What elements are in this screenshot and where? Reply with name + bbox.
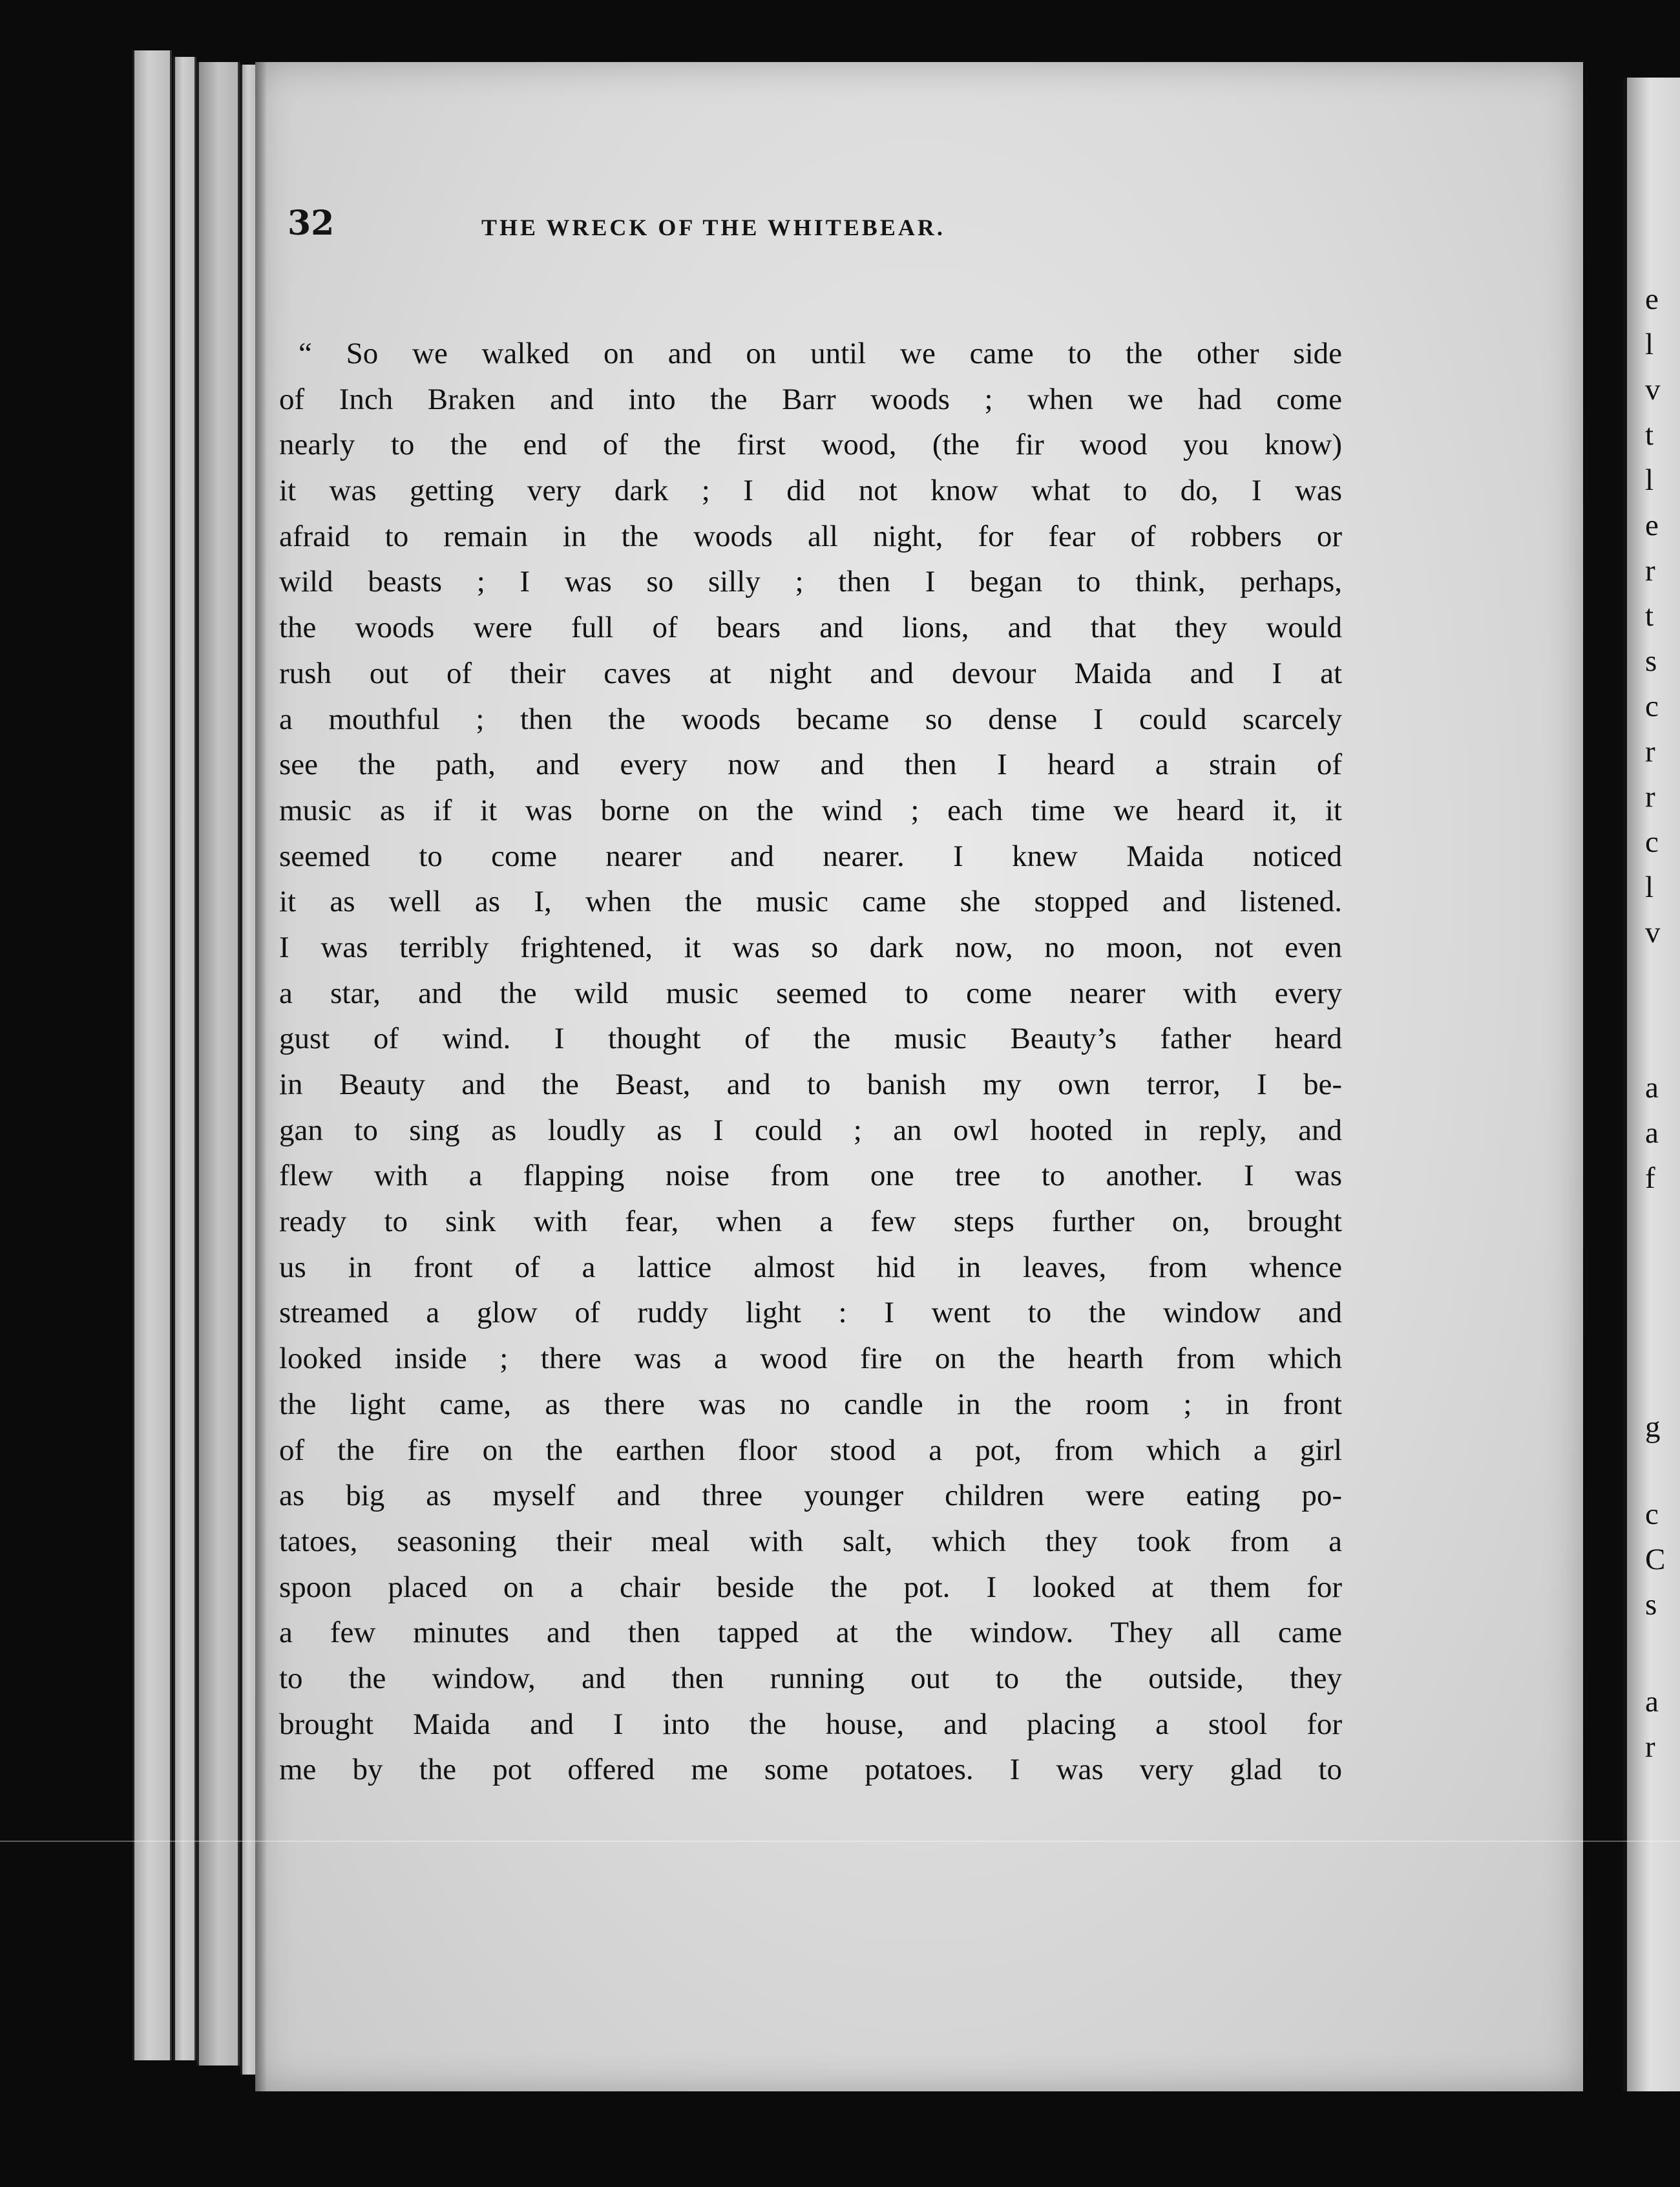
running-head: THE WRECK OF THE WHITEBEAR.	[481, 215, 945, 240]
page-header	[288, 204, 1347, 275]
text-line: a few minutes and then tapped at the window. They all came	[279, 1616, 1342, 1650]
facing-page-letter: C	[1645, 1543, 1666, 1576]
page-edge	[132, 50, 172, 2060]
facing-page-letter: e	[1645, 509, 1659, 542]
facing-page-letter: r	[1645, 1730, 1655, 1764]
facing-page-letter: c	[1645, 825, 1659, 859]
facing-page-letter: c	[1645, 690, 1659, 723]
text-line: see the path, and every now and then I heard a strain of	[279, 748, 1342, 782]
text-line: a star, and the wild music seemed to come nearer with every	[279, 976, 1342, 1010]
facing-page-letter: s	[1645, 1588, 1657, 1622]
page-edge	[173, 57, 196, 2060]
text-line: us in front of a lattice almost hid in leaves, from whence	[279, 1250, 1342, 1284]
facing-page-letter: v	[1645, 916, 1661, 949]
text-line: of the fire on the earthen floor stood a pot, from which a girl	[279, 1433, 1342, 1467]
text-line: it was getting very dark ; I did not know what to do, I was	[279, 474, 1342, 508]
text-line: as big as myself and three younger children were eating po-	[279, 1479, 1342, 1513]
facing-page-sliver	[1623, 78, 1680, 2107]
facing-page-letter: r	[1645, 780, 1655, 814]
text-line: rush out of their caves at night and devour Maida and I at	[279, 656, 1342, 690]
text-line: tatoes, seasoning their meal with salt, which they took from a	[279, 1524, 1342, 1558]
facing-page-letter: c	[1645, 1497, 1659, 1531]
text-line: streamed a glow of ruddy light : I went to the window and	[279, 1296, 1342, 1330]
body-text	[279, 331, 1342, 1793]
facing-page-letter: a	[1645, 1685, 1659, 1718]
text-line: looked inside ; there was a wood fire on the hearth from which	[279, 1342, 1342, 1376]
facing-page-letter: l	[1645, 328, 1654, 361]
text-line: “ So we walked on and on until we came to the other side	[299, 337, 1342, 370]
text-line: nearly to the end of the first wood, (the fir wood you know)	[279, 428, 1342, 462]
facing-page-letter: r	[1645, 554, 1655, 587]
facing-page-letter: s	[1645, 644, 1657, 678]
text-line: wild beasts ; I was so silly ; then I began to think, perhaps,	[279, 565, 1342, 599]
facing-page-letter: r	[1645, 735, 1655, 768]
text-line: of Inch Braken and into the Barr woods ; when we had come	[279, 382, 1342, 416]
facing-page-letter: v	[1645, 373, 1661, 407]
text-line: in Beauty and the Beast, and to banish my own terror, I be-	[279, 1068, 1342, 1101]
text-line: gan to sing as loudly as I could ; an owl hooted in reply, and	[279, 1113, 1342, 1147]
text-line: to the window, and then running out to the outside, they	[279, 1661, 1342, 1695]
text-line: afraid to remain in the woods all night, for fear of robbers or	[279, 519, 1342, 553]
text-line: me by the pot offered me some potatoes. I was very glad to	[279, 1753, 1342, 1787]
facing-page-letter: l	[1645, 463, 1654, 497]
scan-bottom-margin	[0, 2091, 1680, 2187]
text-line: gust of wind. I thought of the music Beauty’s father heard	[279, 1022, 1342, 1056]
text-line: the light came, as there was no candle in the room ; in front	[279, 1387, 1342, 1421]
text-line: spoon placed on a chair beside the pot. I looked at them for	[279, 1570, 1342, 1604]
facing-page-letter: t	[1645, 418, 1654, 452]
text-line: I was terribly frightened, it was so dark now, no moon, not even	[279, 930, 1342, 964]
facing-page-letter: a	[1645, 1071, 1659, 1104]
text-line: a mouthful ; then the woods became so dense I could scarcely	[279, 702, 1342, 736]
facing-page-letter: a	[1645, 1116, 1659, 1150]
page-edge	[197, 62, 240, 2066]
scan-artifact-line	[0, 1841, 1680, 1842]
text-line: it as well as I, when the music came she stopped and listened.	[279, 885, 1342, 919]
text-line: flew with a flapping noise from one tree to another. I was	[279, 1159, 1342, 1193]
text-line: music as if it was borne on the wind ; each time we heard it, it	[279, 793, 1342, 827]
page-number: 32	[288, 204, 335, 243]
facing-page-letter: g	[1645, 1410, 1661, 1444]
facing-page-letter: e	[1645, 282, 1659, 316]
facing-page-letter: t	[1645, 599, 1654, 633]
text-line: seemed to come nearer and nearer. I knew Maida noticed	[279, 839, 1342, 873]
text-line: the woods were full of bears and lions, and that they would	[279, 611, 1342, 645]
facing-page-letter: l	[1645, 871, 1654, 904]
facing-page-letter: f	[1645, 1161, 1655, 1195]
text-line: brought Maida and I into the house, and placing a stool for	[279, 1707, 1342, 1741]
text-line: ready to sink with fear, when a few steps further on, brought	[279, 1205, 1342, 1239]
